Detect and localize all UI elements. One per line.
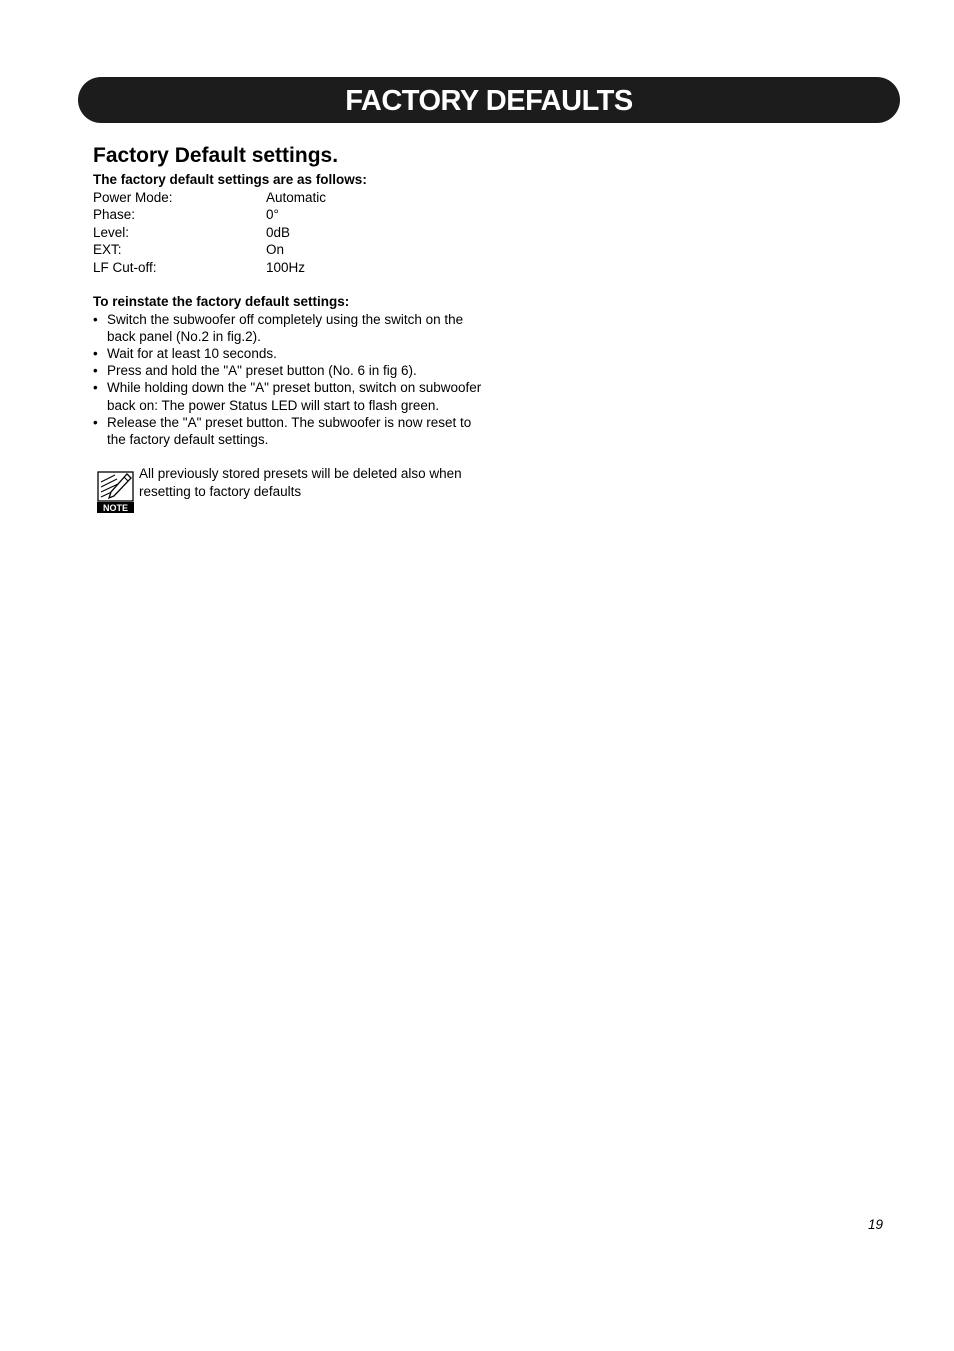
list-item — [93, 414, 483, 448]
note-pen-icon — [97, 471, 134, 513]
settings-row — [93, 259, 483, 277]
setting-value: 0dB — [266, 224, 291, 240]
bullet: • — [93, 414, 98, 430]
list-item — [93, 362, 483, 379]
reinstate-steps — [93, 311, 483, 449]
setting-label: Power Mode: — [93, 189, 173, 205]
main-content — [93, 142, 483, 513]
settings-row — [93, 206, 483, 224]
chapter-banner — [78, 77, 900, 123]
list-item — [93, 311, 483, 345]
setting-label: LF Cut-off: — [93, 259, 157, 275]
note-box — [97, 465, 483, 513]
list-item — [93, 379, 483, 413]
setting-value: Automatic — [266, 189, 327, 205]
settings-lead: The factory default settings are as follows: — [93, 172, 367, 187]
setting-label: Level: — [93, 224, 130, 240]
page-number: 19 — [868, 1217, 884, 1232]
bullet: • — [93, 363, 98, 379]
settings-list — [93, 189, 483, 277]
bullet: • — [93, 380, 98, 396]
step-text: Release the "A" preset button. The subwoofer is now reset to the factory default settings. — [107, 414, 472, 447]
step-text: Press and hold the "A" preset button (No. 6 in fig 6). — [107, 363, 417, 379]
step-text: Switch the subwoofer off completely using the switch on the back panel (No.2 in fig.2). — [107, 311, 464, 344]
settings-row — [93, 241, 483, 259]
setting-value: 100Hz — [266, 259, 306, 275]
settings-row — [93, 189, 483, 207]
step-text: Wait for at least 10 seconds. — [107, 345, 277, 361]
bullet: • — [93, 345, 98, 361]
list-item — [93, 345, 483, 362]
reinstate-heading: To reinstate the factory default settings: — [93, 294, 350, 309]
setting-value: On — [266, 242, 285, 257]
step-text: While holding down the "A" preset button, switch on subwoofer back on: The power Status LED will start to flash green. — [107, 380, 482, 413]
setting-value: 0° — [266, 207, 279, 222]
chapter-title: FACTORY DEFAULTS — [345, 84, 633, 117]
setting-label: Phase: — [93, 207, 136, 222]
settings-row — [93, 224, 483, 242]
bullet: • — [93, 311, 98, 327]
section-title: Factory Default settings. — [93, 144, 339, 167]
note-icon-label: NOTE — [102, 503, 129, 514]
setting-label: EXT: — [93, 242, 122, 257]
note-text: All previously stored presets will be deleted also when resetting to factory defaults — [139, 466, 462, 499]
